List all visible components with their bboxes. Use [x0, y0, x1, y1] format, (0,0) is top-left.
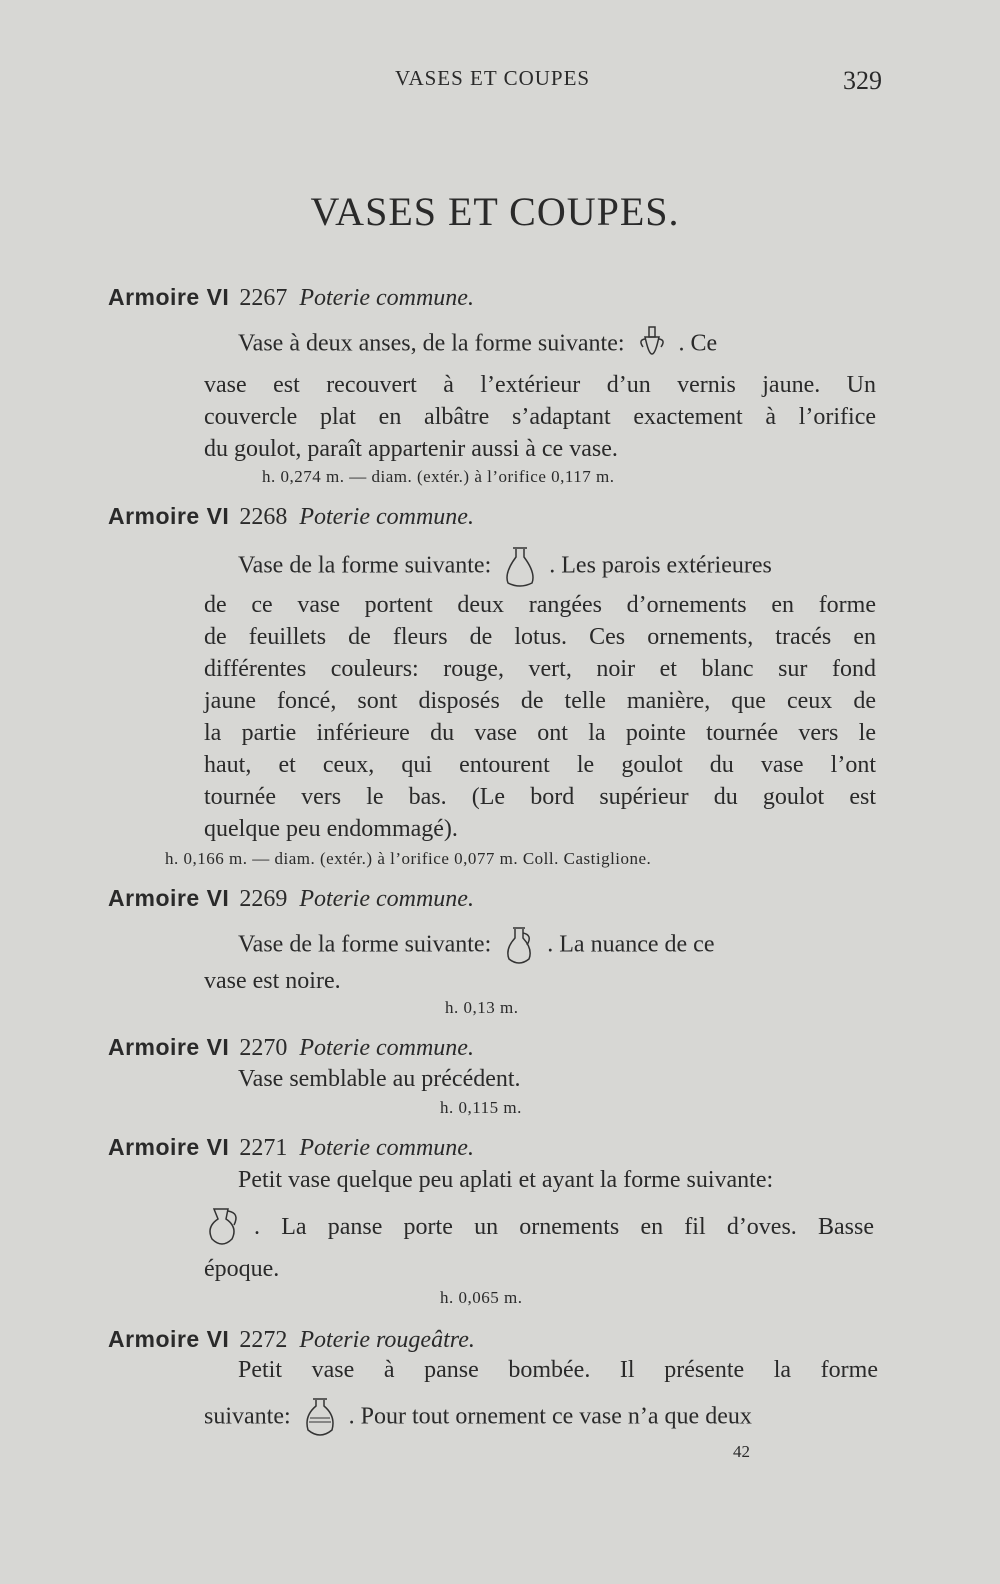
entry-text-line: Vase de la forme suivante: . La nuance de ce [238, 925, 714, 967]
entry-text-line: de feuillets de fleurs de lotus. Ces ornements, tracés en [204, 624, 876, 650]
entry-text-line: couvercle plat en albâtre s’adaptant exactement à l’orifice [204, 404, 876, 430]
entry-heading [108, 885, 474, 913]
entry-number: 2271 [239, 1135, 288, 1161]
page-number: 329 [843, 66, 882, 95]
entry-heading [108, 1326, 475, 1354]
entry-text-line: suivante: . Pour tout ornement ce vase n’a que deux [204, 1396, 752, 1440]
bulging-vase-icon [301, 1396, 339, 1440]
entry-armoire: Armoire VI [108, 503, 230, 529]
entry-number: 2270 [239, 1035, 288, 1061]
entry-measurements: h. 0,065 m. [440, 1288, 523, 1307]
entry-heading [108, 1134, 474, 1162]
entry-number: 2272 [239, 1327, 288, 1353]
entry-measurements: h. 0,166 m. — diam. (extér.) à l’orifice 0,077 m. Coll. Castiglione. [165, 849, 652, 868]
running-head-title: VASES ET COUPES [395, 66, 591, 90]
entry-armoire: Armoire VI [108, 885, 230, 911]
entry-text-line: de ce vase portent deux rangées d’ornements en forme [204, 592, 876, 618]
entry-measurements: h. 0,274 m. — diam. (extér.) à l’orifice 0,117 m. [262, 467, 615, 486]
entry-material: Poterie commune. [299, 1035, 474, 1061]
entry-measurements: h. 0,13 m. [445, 998, 519, 1017]
entry-armoire: Armoire VI [108, 284, 230, 310]
bottle-vase-icon [501, 545, 539, 589]
flattened-jug-icon [204, 1205, 244, 1249]
entry-number: 2268 [239, 504, 288, 530]
entry-text-line: quelque peu endommagé). [204, 816, 458, 842]
two-handled-vase-icon [635, 325, 669, 365]
entry-text-line: haut, et ceux, qui entourent le goulot du vase l’ont [204, 752, 876, 778]
entry-material: Poterie commune. [299, 285, 474, 311]
entry-text-line: vase est noire. [204, 968, 341, 994]
entry-armoire: Armoire VI [108, 1326, 230, 1352]
entry-heading [108, 503, 474, 531]
entry-text-line: tournée vers le bas. (Le bord supérieur du goulot est [204, 784, 876, 810]
entry-material: Poterie commune. [299, 886, 474, 912]
entry-number: 2269 [239, 886, 288, 912]
entry-material: Poterie commune. [299, 1135, 474, 1161]
entry-armoire: Armoire VI [108, 1134, 230, 1160]
entry-text-line: Petit vase quelque peu aplati et ayant la forme suivante: [238, 1167, 774, 1193]
entry-text-line: vase est recouvert à l’extérieur d’un vernis jaune. Un [204, 372, 876, 398]
entry-text-line: . La panse porte un ornements en fil d’oves. Basse [204, 1205, 874, 1249]
entry-text-line: Vase semblable au précédent. [238, 1066, 521, 1092]
entry-heading [108, 1034, 474, 1062]
entry-text-line: époque. [204, 1256, 280, 1282]
jug-vase-icon [501, 925, 537, 967]
entry-text-line: Petit vase à panse bombée. Il présente la forme [238, 1357, 878, 1383]
page-title: VASES ET COUPES. [310, 189, 680, 234]
folio-signature: 42 [733, 1442, 750, 1461]
entry-material: Poterie rougeâtre. [299, 1327, 475, 1353]
entry-measurements: h. 0,115 m. [440, 1098, 522, 1117]
entry-text-line: différentes couleurs: rouge, vert, noir et blanc sur fond [204, 656, 876, 682]
entry-armoire: Armoire VI [108, 1034, 230, 1060]
entry-text-line: du goulot, paraît appartenir aussi à ce vase. [204, 436, 618, 462]
entry-number: 2267 [239, 285, 288, 311]
entry-text-line: Vase de la forme suivante: . Les parois extérieures [238, 545, 772, 589]
entry-text-line: Vase à deux anses, de la forme suivante: . Ce [238, 325, 717, 365]
entry-text-line: la partie inférieure du vase ont la pointe tournée vers le [204, 720, 876, 746]
entry-heading [108, 284, 474, 312]
entry-material: Poterie commune. [299, 504, 474, 530]
entry-text-line: jaune foncé, sont disposés de telle manière, que ceux de [204, 688, 876, 714]
